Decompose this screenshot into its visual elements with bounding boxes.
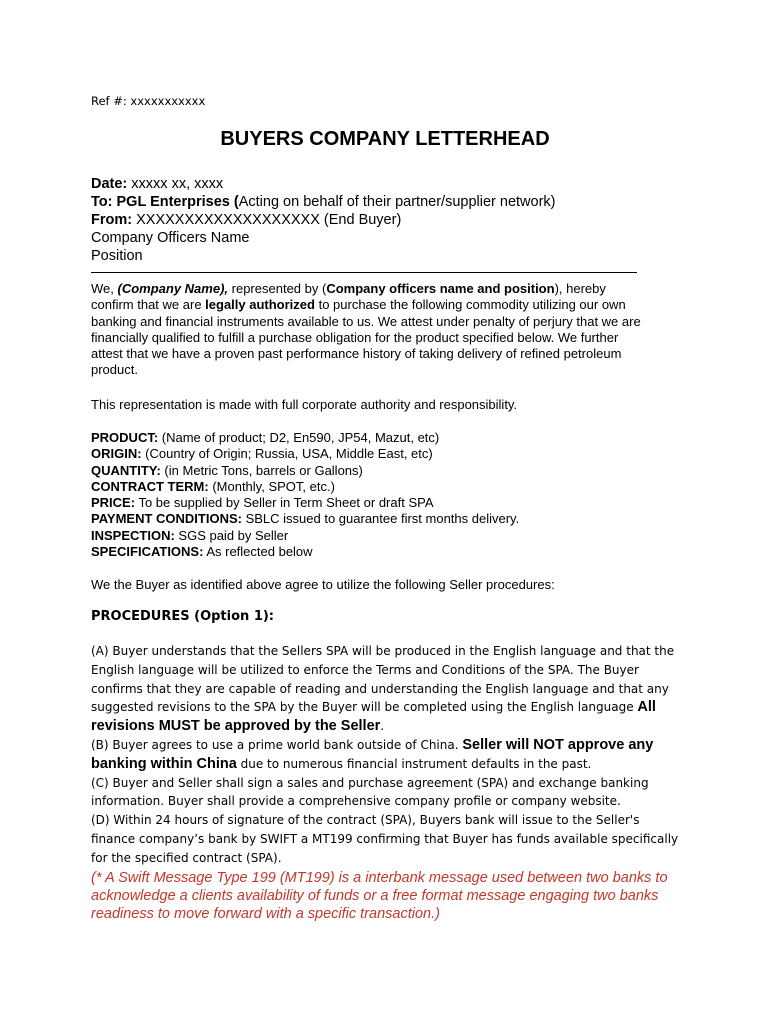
company-name-placeholder: (Company Name), — [117, 281, 229, 296]
spec-row-origin — [91, 446, 651, 462]
to-label: To: PGL Enterprises ( — [91, 194, 239, 210]
spec-row-price — [91, 495, 651, 511]
intro-paragraph — [91, 281, 651, 379]
procedure-b-end: due to numerous financial instrument defaults in the past. — [236, 756, 592, 771]
officers-placeholder: Company officers name and position — [326, 281, 555, 296]
from-line — [91, 211, 555, 229]
procedure-a-end: . — [380, 719, 385, 734]
spec-value: SBLC issued to guarantee first months delivery. — [241, 511, 520, 527]
spec-value: As reflected below — [203, 544, 313, 560]
letterhead-title: BUYERS COMPANY LETTERHEAD — [220, 128, 550, 150]
spec-row-payment-conditions — [91, 511, 651, 527]
from-label: From: — [91, 212, 133, 228]
procedure-a — [91, 642, 681, 736]
spec-value: (Country of Origin; Russia, USA, Middle East, etc) — [141, 446, 433, 462]
agreement-statement: We the Buyer as identified above agree to utilize the following Seller procedures: — [91, 577, 555, 592]
spec-value: (in Metric Tons, barrels or Gallons) — [160, 462, 363, 478]
procedure-d: (D) Within 24 hours of signature of the contract (SPA), Buyers bank will issue to the Seller's finance company’s bank by SWIFT a MT199 confirming that Buyer has funds available specifically for the specified contract (SPA). — [91, 813, 679, 865]
spec-row-specifications — [91, 544, 651, 560]
representation-statement: This representation is made with full corporate authority and responsibility. — [91, 397, 518, 412]
date-value: xxxxx xx, xxxx — [127, 176, 224, 192]
spec-label: QUANTITY: — [91, 462, 161, 478]
procedures-heading: PROCEDURES (Option 1): — [91, 609, 275, 624]
letter-header — [91, 175, 555, 265]
mt199-note: (* A Swift Message Type 199 (MT199) is a interbank message used between two banks to acknowledge a clients availability of funds or a free format message engaging two banks readiness to move forward with a specific transaction.) — [91, 870, 668, 923]
spec-row-inspection — [91, 528, 651, 544]
spec-value: SGS paid by Seller — [174, 527, 289, 543]
intro-rest: to purchase the following commodity utilizing our own banking and financial instruments available to us. We attest under penalty of perjury that we are financially qualified to fulfill a purchase obligation for the product specified below. We further attest that we have a proven past performance history of taking delivery of refined petroleum product. — [91, 297, 641, 378]
to-value: Acting on behalf of their partner/supplier network) — [238, 194, 556, 210]
spec-row-quantity — [91, 463, 651, 479]
spec-value: (Name of product; D2, En590, JP54, Mazut, etc) — [158, 430, 440, 445]
spec-row-product — [91, 430, 651, 446]
spec-value: To be supplied by Seller in Term Sheet or draft SPA — [135, 495, 434, 511]
procedure-b-emphasis: Seller will NOT approve any banking within China — [91, 736, 654, 772]
legally-authorized: legally authorized — [205, 297, 315, 313]
from-value: XXXXXXXXXXXXXXXXXXX (End Buyer) — [132, 212, 402, 228]
spec-label: ORIGIN: — [91, 446, 142, 462]
intro-represented-by: represented by ( — [228, 281, 327, 296]
spec-label: CONTRACT TERM: — [91, 478, 209, 494]
specifications-list — [91, 430, 651, 560]
date-line — [91, 175, 555, 193]
position-line: Position — [91, 248, 143, 264]
date-label: Date: — [91, 176, 128, 192]
spec-row-contract-term — [91, 479, 651, 495]
procedure-a-text: (A) Buyer understands that the Sellers SPA will be produced in the English language and that the English language will be utilized to enforce the Terms and Conditions of the SPA. The Buyer confirms that they are capable of reading and understanding the English language and that any suggested revisions to the SPA by the Buyer will be completed using the English language — [91, 644, 675, 715]
header-divider — [91, 272, 637, 273]
spec-label: INSPECTION: — [91, 527, 175, 543]
spec-label: SPECIFICATIONS: — [91, 544, 204, 560]
to-line — [91, 193, 555, 211]
intro-hereby: ), hereby confirm that we are — [91, 281, 606, 313]
spec-value: (Monthly, SPOT, etc.) — [208, 478, 335, 494]
spec-label: PAYMENT CONDITIONS: — [91, 511, 242, 527]
officers-name-line: Company Officers Name — [91, 230, 250, 246]
spec-label: PRICE: — [91, 495, 136, 511]
intro-we: We, — [91, 281, 118, 296]
procedure-c: (C) Buyer and Seller shall sign a sales and purchase agreement (SPA) and exchange banking information. Buyer shall provide a comprehensive company profile or company website. — [91, 775, 649, 809]
procedure-b — [91, 736, 681, 774]
procedure-b-text: (B) Buyer agrees to use a prime world bank outside of China. — [91, 737, 463, 752]
procedure-a-emphasis: All revisions MUST be approved by the Seller — [91, 699, 656, 735]
reference-number: Ref #: xxxxxxxxxxx — [91, 94, 206, 108]
procedures-list — [91, 642, 681, 868]
spec-label: PRODUCT: — [91, 430, 159, 445]
